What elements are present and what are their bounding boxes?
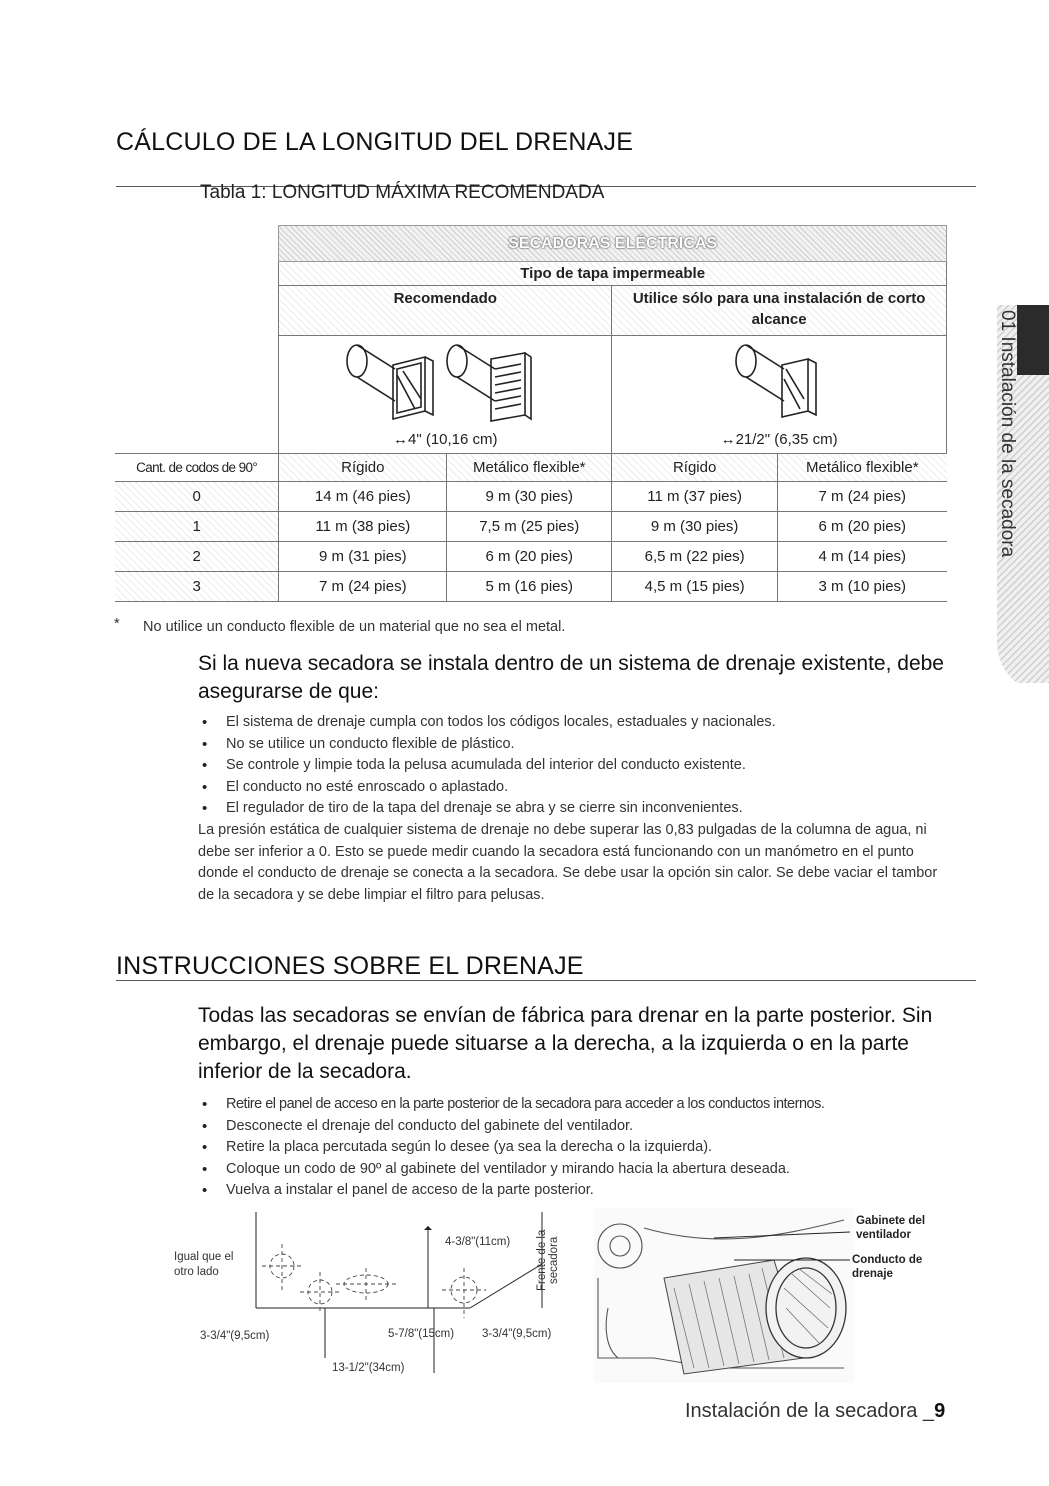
dimension-label: 5-7/8"(15cm) bbox=[388, 1328, 455, 1340]
page-footer bbox=[685, 1400, 945, 1423]
knockout-dimension-diagram bbox=[170, 1208, 590, 1383]
header-hood-type: Tipo de tapa impermeable bbox=[279, 262, 947, 286]
header-short-run: Utilice sólo para una instalación de corto alcance bbox=[612, 286, 947, 336]
section-title-drain-length: CÁLCULO DE LA LONGITUD DEL DRENAJE bbox=[116, 128, 634, 156]
label-fan-housing: Gabinete del ventilador bbox=[856, 1215, 926, 1241]
table-row: 0 14 m (46 pies) 9 m (30 pies) 11 m (37 pies) 7 m (24 pies) bbox=[115, 482, 947, 512]
header-rigid-1: Rígido bbox=[279, 454, 447, 482]
title-rule bbox=[116, 980, 976, 981]
page-number: 9 bbox=[934, 1400, 946, 1422]
drain-steps-list bbox=[198, 1094, 978, 1202]
footnote-mark: * bbox=[114, 616, 120, 632]
table-caption: Tabla 1: LONGITUD MÁXIMA RECOMENDADA bbox=[200, 182, 605, 203]
table-row: 3 7 m (24 pies) 5 m (16 pies) 4,5 m (15 pies) 3 m (10 pies) bbox=[115, 572, 947, 602]
existing-system-checklist bbox=[198, 712, 968, 820]
list-item: • El regulador de tiro de la tapa del drenaje se abra y se cierre sin inconvenientes. bbox=[198, 798, 968, 820]
existing-system-intro: Si la nueva secadora se instala dentro de un sistema de drenaje existente, debe asegurarse de que: bbox=[198, 652, 944, 703]
header-flex-2: Metálico flexible* bbox=[778, 454, 947, 482]
label-dryer-front: Frente de la secadora bbox=[536, 1229, 560, 1291]
list-item: • El sistema de drenaje cumpla con todos los códigos locales, estaduales y nacionales. bbox=[198, 712, 968, 734]
static-pressure-paragraph: La presión estática de cualquier sistema de drenaje no debe superar las 0,83 pulgadas de la columna de agua, ni debe ser inferior a 0. Esto se puede medir cuando la secadora está funcionando con un manómetro en el punto donde el conducto de drenaje se conecta a la secadora. Se debe usar la opción sin calor. Se debe vaciar el tambor de la secadora y se debe limpiar el filtro para pelusas. bbox=[198, 822, 938, 903]
header-recommended: Recomendado bbox=[279, 286, 612, 336]
header-electric-dryers: SECADORAS ELÉCTRICAS bbox=[279, 226, 947, 262]
dimension-4-inch: ↔4" (10,16 cm) bbox=[393, 431, 498, 448]
length-table bbox=[115, 225, 947, 602]
list-item: • Coloque un codo de 90º al gabinete del ventilador y mirando hacia la abertura deseada. bbox=[198, 1159, 978, 1181]
vent-hood-icon bbox=[335, 339, 555, 429]
dimension-label: 3-3/4"(9,5cm) bbox=[482, 1328, 552, 1340]
table-row: 1 11 m (38 pies) 7,5 m (25 pies) 9 m (30 pies) 6 m (20 pies) bbox=[115, 512, 947, 542]
section-title-drain-instructions: INSTRUCCIONES SOBRE EL DRENAJE bbox=[116, 952, 584, 980]
list-item: • No se utilice un conducto flexible de plástico. bbox=[198, 734, 968, 756]
header-rigid-2: Rígido bbox=[612, 454, 778, 482]
chapter-side-label: 01 Instalación de la secadora bbox=[997, 310, 1018, 558]
footer-text: Instalación de la secadora _ bbox=[685, 1400, 935, 1422]
knockout-diagram-lines bbox=[170, 1208, 590, 1383]
list-item: • El conducto no esté enroscado o aplastado. bbox=[198, 777, 968, 799]
header-elbows: Cant. de codos de 90° bbox=[115, 454, 279, 482]
list-item: • Retire la placa percutada según lo desee (ya sea la derecha o la izquierda). bbox=[198, 1137, 978, 1159]
list-item: • Retire el panel de acceso en la parte posterior de la secadora para acceder a los conductos internos. bbox=[198, 1094, 978, 1116]
dimension-2-5-inch: ↔21/2" (6,35 cm) bbox=[720, 431, 838, 448]
exhaust-duct-photo bbox=[594, 1208, 854, 1383]
footnote: No utilice un conducto flexible de un material que no sea el metal. bbox=[143, 619, 566, 635]
label-same-side: Igual que el otro lado bbox=[174, 1251, 234, 1278]
dimension-label: 4-3/8"(11cm) bbox=[445, 1236, 511, 1248]
dimension-label: 3-3/4"(9,5cm) bbox=[200, 1330, 270, 1342]
drain-instructions-intro: Todas las secadoras se envían de fábrica para drenar en la parte posterior. Sin embargo, el drenaje puede situarse a la derecha, a la izquierda o en la parte inferior de la secadora. bbox=[198, 1004, 933, 1083]
vent-hood-illustration-recommended bbox=[279, 336, 612, 454]
label-exhaust-duct: Conducto de drenaje bbox=[852, 1254, 923, 1280]
table-row: 2 9 m (31 pies) 6 m (20 pies) 6,5 m (22 pies) 4 m (14 pies) bbox=[115, 542, 947, 572]
vent-hood-illustration-short bbox=[612, 336, 947, 454]
header-flex-1: Metálico flexible* bbox=[447, 454, 612, 482]
list-item: • Se controle y limpie toda la pelusa acumulada del interior del conducto existente. bbox=[198, 755, 968, 777]
list-item: • Desconecte el drenaje del conducto del gabinete del ventilador. bbox=[198, 1116, 978, 1138]
dimension-label: 13-1/2"(34cm) bbox=[332, 1362, 405, 1374]
exhaust-duct-illustration bbox=[594, 1208, 854, 1383]
list-item: • Vuelva a instalar el panel de acceso de la parte posterior. bbox=[198, 1180, 978, 1202]
vent-hood-short-icon bbox=[724, 339, 834, 429]
